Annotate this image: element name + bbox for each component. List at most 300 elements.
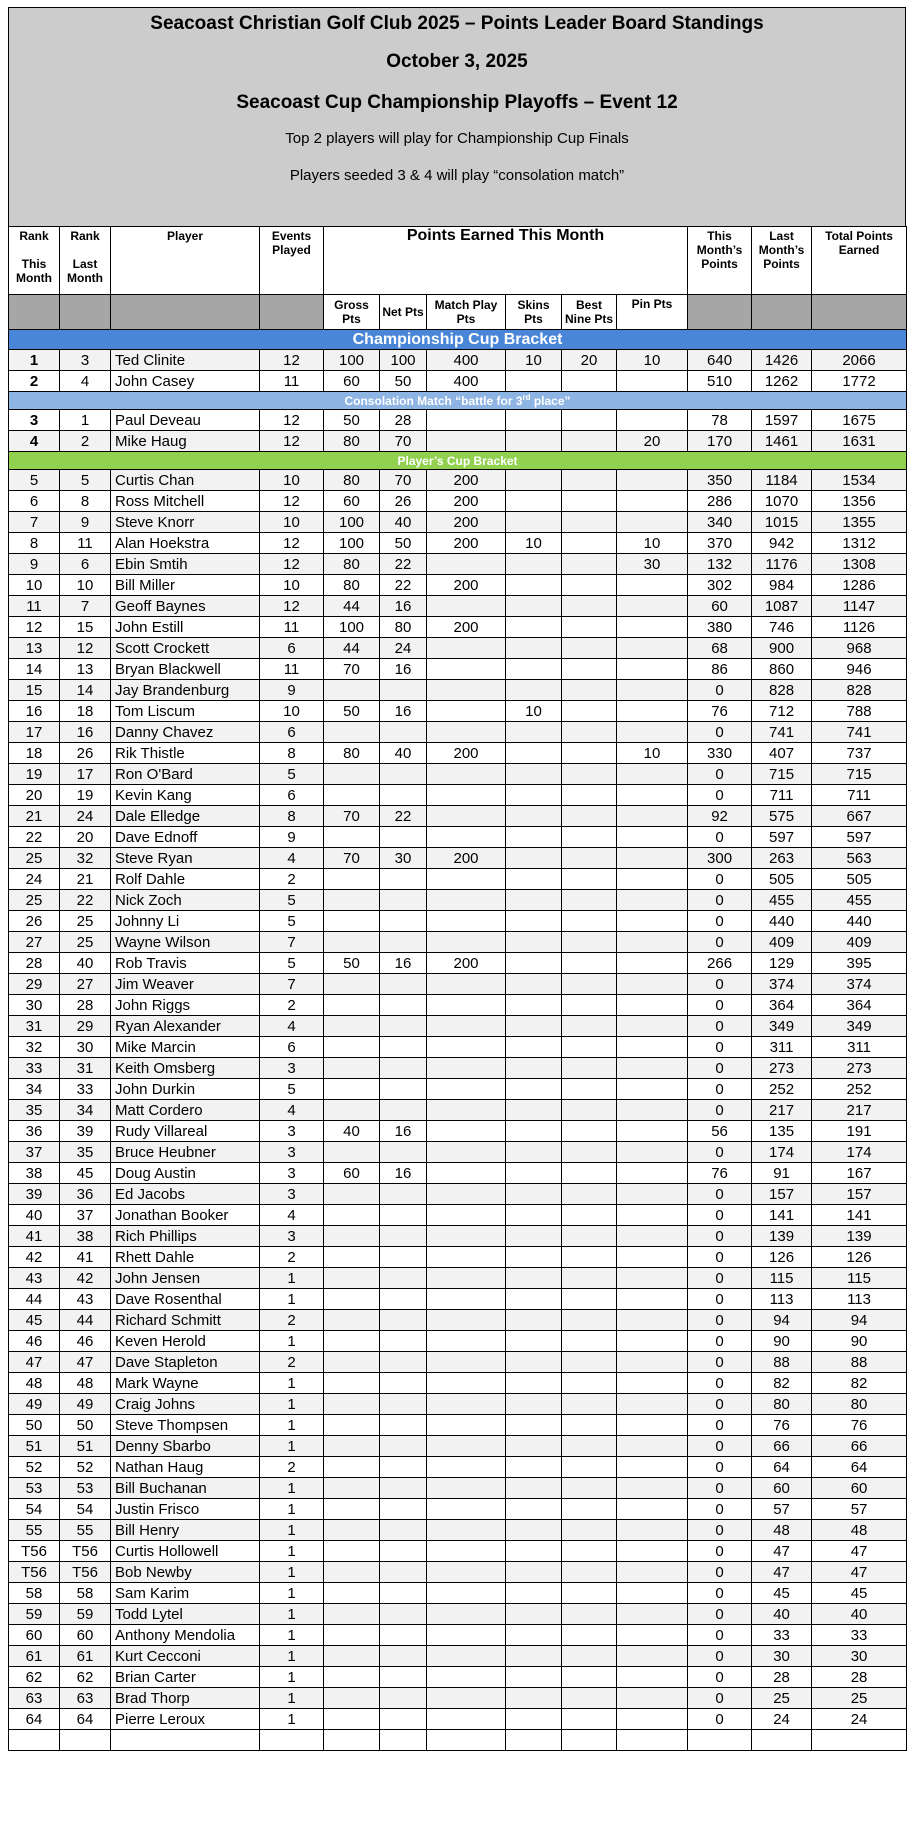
best9-pts: [562, 1625, 617, 1646]
match-pts: [427, 1121, 506, 1142]
net-pts: [380, 1352, 427, 1373]
total-pts: 409: [812, 932, 907, 953]
gross-pts: [324, 1562, 380, 1583]
rank-this: 51: [9, 1436, 60, 1457]
total-pts: 395: [812, 953, 907, 974]
player-name: Denny Sbarbo: [111, 1436, 260, 1457]
best9-pts: [562, 764, 617, 785]
gross-pts: [324, 1436, 380, 1457]
match-pts: [427, 1604, 506, 1625]
last-month-pts: 129: [752, 953, 812, 974]
section-bar-championship: [9, 330, 907, 350]
rank-last: 42: [60, 1268, 111, 1289]
last-month-pts: 60: [752, 1478, 812, 1499]
this-month-pts: 0: [688, 1142, 752, 1163]
rank-last: T56: [60, 1562, 111, 1583]
total-pts: 94: [812, 1310, 907, 1331]
gross-pts: [324, 1520, 380, 1541]
this-month-pts: 0: [688, 1604, 752, 1625]
match-pts: [427, 1184, 506, 1205]
gross-pts: [324, 1100, 380, 1121]
skins-pts: [506, 806, 562, 827]
blank-cell: [617, 1730, 688, 1751]
net-pts: 70: [380, 431, 427, 452]
events-played: 10: [260, 512, 324, 533]
pin-pts: [617, 1625, 688, 1646]
rank-last: 25: [60, 932, 111, 953]
rank-last: 13: [60, 659, 111, 680]
events-played: 7: [260, 974, 324, 995]
last-month-pts: 88: [752, 1352, 812, 1373]
table-row: [9, 1268, 907, 1289]
player-name: Mike Haug: [111, 431, 260, 452]
player-name: Ebin Smtih: [111, 554, 260, 575]
skins-pts: [506, 1562, 562, 1583]
match-pts: [427, 1478, 506, 1499]
sub-blank: [260, 295, 324, 330]
rank-last: 30: [60, 1037, 111, 1058]
events-played: 2: [260, 869, 324, 890]
net-pts: [380, 1646, 427, 1667]
net-pts: [380, 1373, 427, 1394]
rank-last: 19: [60, 785, 111, 806]
player-name: Ryan Alexander: [111, 1016, 260, 1037]
rank-last: 1: [60, 410, 111, 431]
skins-pts: [506, 638, 562, 659]
gross-pts: 60: [324, 491, 380, 512]
last-month-pts: 115: [752, 1268, 812, 1289]
gross-pts: [324, 1079, 380, 1100]
skins-pts: [506, 410, 562, 431]
rank-last: 40: [60, 953, 111, 974]
best9-pts: [562, 974, 617, 995]
events-played: 12: [260, 350, 324, 371]
last-month-pts: 217: [752, 1100, 812, 1121]
net-pts: [380, 1100, 427, 1121]
this-month-pts: 0: [688, 1667, 752, 1688]
player-name: Mark Wayne: [111, 1373, 260, 1394]
pin-pts: [617, 785, 688, 806]
skins-pts: [506, 1016, 562, 1037]
best9-pts: [562, 1583, 617, 1604]
best9-pts: [562, 1499, 617, 1520]
events-played: 3: [260, 1163, 324, 1184]
this-month-pts: 0: [688, 890, 752, 911]
net-pts: [380, 1394, 427, 1415]
player-name: Bob Newby: [111, 1562, 260, 1583]
events-played: 12: [260, 533, 324, 554]
pin-pts: [617, 1184, 688, 1205]
net-pts: 50: [380, 371, 427, 392]
total-pts: 252: [812, 1079, 907, 1100]
table-row: [9, 785, 907, 806]
match-pts: [427, 1289, 506, 1310]
best9-pts: [562, 1079, 617, 1100]
total-pts: 364: [812, 995, 907, 1016]
rank-this: 15: [9, 680, 60, 701]
col-rank-last: Rank Last Month: [60, 227, 111, 295]
table-row: [9, 659, 907, 680]
player-name: John Jensen: [111, 1268, 260, 1289]
skins-pts: [506, 1625, 562, 1646]
total-pts: 1147: [812, 596, 907, 617]
total-pts: 2066: [812, 350, 907, 371]
this-month-pts: 302: [688, 575, 752, 596]
total-pts: 57: [812, 1499, 907, 1520]
player-name: Steve Thompsen: [111, 1415, 260, 1436]
best9-pts: [562, 1415, 617, 1436]
blank-cell: [752, 1730, 812, 1751]
best9-pts: [562, 1163, 617, 1184]
gross-pts: [324, 995, 380, 1016]
table-row: [9, 371, 907, 392]
gross-pts: [324, 1373, 380, 1394]
page-date: October 3, 2025: [386, 51, 528, 72]
this-month-pts: 0: [688, 1646, 752, 1667]
pin-pts: [617, 410, 688, 431]
gross-pts: 60: [324, 1163, 380, 1184]
events-played: 3: [260, 1226, 324, 1247]
rank-last: 37: [60, 1205, 111, 1226]
best9-pts: [562, 638, 617, 659]
match-pts: [427, 890, 506, 911]
gross-pts: 80: [324, 575, 380, 596]
player-name: Scott Crockett: [111, 638, 260, 659]
table-row: [9, 1394, 907, 1415]
total-pts: 167: [812, 1163, 907, 1184]
events-played: 1: [260, 1667, 324, 1688]
this-month-pts: 0: [688, 1520, 752, 1541]
best9-pts: [562, 617, 617, 638]
rank-this: 46: [9, 1331, 60, 1352]
last-month-pts: 1176: [752, 554, 812, 575]
rank-this: 27: [9, 932, 60, 953]
last-month-pts: 900: [752, 638, 812, 659]
gross-pts: [324, 869, 380, 890]
pin-pts: [617, 995, 688, 1016]
events-played: 11: [260, 617, 324, 638]
gross-pts: [324, 1709, 380, 1730]
gross-pts: 100: [324, 350, 380, 371]
this-month-pts: 0: [688, 1205, 752, 1226]
skins-pts: [506, 1394, 562, 1415]
this-month-pts: 0: [688, 1688, 752, 1709]
net-pts: [380, 1604, 427, 1625]
table-row: [9, 1457, 907, 1478]
pin-pts: [617, 1436, 688, 1457]
pin-pts: [617, 1709, 688, 1730]
header-row: [9, 227, 907, 295]
match-pts: 200: [427, 743, 506, 764]
gross-pts: [324, 1688, 380, 1709]
match-pts: [427, 785, 506, 806]
pin-pts: [617, 722, 688, 743]
last-month-pts: 47: [752, 1562, 812, 1583]
col-this-month: This Month’s Points: [688, 227, 752, 295]
player-name: Ted Clinite: [111, 350, 260, 371]
pin-pts: [617, 764, 688, 785]
rank-this: 2: [9, 371, 60, 392]
table-row: [9, 1205, 907, 1226]
rank-this: 6: [9, 491, 60, 512]
rank-last: 27: [60, 974, 111, 995]
col-total: Total Points Earned: [812, 227, 907, 295]
last-month-pts: 76: [752, 1415, 812, 1436]
this-month-pts: 286: [688, 491, 752, 512]
events-played: 10: [260, 575, 324, 596]
pin-pts: [617, 1646, 688, 1667]
player-name: Dave Rosenthal: [111, 1289, 260, 1310]
net-pts: 16: [380, 1121, 427, 1142]
net-pts: 16: [380, 701, 427, 722]
last-month-pts: 597: [752, 827, 812, 848]
last-month-pts: 82: [752, 1373, 812, 1394]
this-month-pts: 0: [688, 1373, 752, 1394]
net-pts: [380, 785, 427, 806]
total-pts: 597: [812, 827, 907, 848]
this-month-pts: 0: [688, 1436, 752, 1457]
best9-pts: [562, 1520, 617, 1541]
total-pts: 191: [812, 1121, 907, 1142]
rank-last: 62: [60, 1667, 111, 1688]
col-last-month: Last Month’s Points: [752, 227, 812, 295]
match-pts: [427, 1562, 506, 1583]
total-pts: 47: [812, 1562, 907, 1583]
skins-pts: [506, 953, 562, 974]
net-pts: [380, 1520, 427, 1541]
player-name: Alan Hoekstra: [111, 533, 260, 554]
rank-this: 58: [9, 1583, 60, 1604]
net-pts: [380, 1436, 427, 1457]
table-row: [9, 1163, 907, 1184]
match-pts: [427, 1205, 506, 1226]
best9-pts: [562, 1352, 617, 1373]
col-rank-this: Rank This Month: [9, 227, 60, 295]
col-gross: Gross Pts: [324, 295, 380, 330]
player-name: Bruce Heubner: [111, 1142, 260, 1163]
rank-this: 4: [9, 431, 60, 452]
table-row: [9, 554, 907, 575]
skins-pts: 10: [506, 533, 562, 554]
rank-last: 46: [60, 1331, 111, 1352]
best9-pts: [562, 554, 617, 575]
player-name: Johnny Li: [111, 911, 260, 932]
net-pts: [380, 1037, 427, 1058]
match-pts: [427, 1625, 506, 1646]
this-month-pts: 0: [688, 1394, 752, 1415]
rank-this: 29: [9, 974, 60, 995]
rank-last: 29: [60, 1016, 111, 1037]
last-month-pts: 94: [752, 1310, 812, 1331]
skins-pts: [506, 974, 562, 995]
pin-pts: [617, 1688, 688, 1709]
best9-pts: [562, 1331, 617, 1352]
rank-this: 26: [9, 911, 60, 932]
last-month-pts: 440: [752, 911, 812, 932]
player-name: Kevin Kang: [111, 785, 260, 806]
this-month-pts: 0: [688, 827, 752, 848]
net-pts: 22: [380, 806, 427, 827]
match-pts: [427, 1415, 506, 1436]
blank-cell: [9, 1730, 60, 1751]
col-match: Match Play Pts: [427, 295, 506, 330]
skins-pts: [506, 1520, 562, 1541]
events-played: 5: [260, 890, 324, 911]
player-name: Anthony Mendolia: [111, 1625, 260, 1646]
player-name: Geoff Baynes: [111, 596, 260, 617]
last-month-pts: 30: [752, 1646, 812, 1667]
events-played: 11: [260, 371, 324, 392]
best9-pts: [562, 1394, 617, 1415]
rank-this: 39: [9, 1184, 60, 1205]
best9-pts: [562, 1436, 617, 1457]
rank-this: 21: [9, 806, 60, 827]
rank-last: 9: [60, 512, 111, 533]
total-pts: 788: [812, 701, 907, 722]
skins-pts: [506, 1289, 562, 1310]
net-pts: [380, 1268, 427, 1289]
match-pts: [427, 1016, 506, 1037]
player-name: John Casey: [111, 371, 260, 392]
player-name: John Durkin: [111, 1079, 260, 1100]
rank-last: 44: [60, 1310, 111, 1331]
match-pts: [427, 1457, 506, 1478]
rank-last: 35: [60, 1142, 111, 1163]
rank-last: 58: [60, 1583, 111, 1604]
skins-pts: [506, 1499, 562, 1520]
table-row: [9, 827, 907, 848]
skins-pts: [506, 785, 562, 806]
net-pts: [380, 1226, 427, 1247]
skins-pts: [506, 995, 562, 1016]
match-pts: [427, 1310, 506, 1331]
last-month-pts: 48: [752, 1520, 812, 1541]
skins-pts: [506, 470, 562, 491]
rank-last: 64: [60, 1709, 111, 1730]
total-pts: 737: [812, 743, 907, 764]
events-played: 1: [260, 1373, 324, 1394]
player-name: Kurt Cecconi: [111, 1646, 260, 1667]
net-pts: 16: [380, 1163, 427, 1184]
gross-pts: 44: [324, 638, 380, 659]
this-month-pts: 0: [688, 1247, 752, 1268]
gross-pts: [324, 722, 380, 743]
this-month-pts: 0: [688, 722, 752, 743]
events-played: 8: [260, 806, 324, 827]
skins-pts: [506, 512, 562, 533]
last-month-pts: 712: [752, 701, 812, 722]
table-row: [9, 1625, 907, 1646]
rank-last: 41: [60, 1247, 111, 1268]
total-pts: 711: [812, 785, 907, 806]
pin-pts: [617, 1142, 688, 1163]
pin-pts: 10: [617, 743, 688, 764]
rank-this: 16: [9, 701, 60, 722]
col-skins: Skins Pts: [506, 295, 562, 330]
total-pts: 64: [812, 1457, 907, 1478]
this-month-pts: 0: [688, 1037, 752, 1058]
note-finals: Top 2 players will play for Championship Cup Finals: [285, 130, 629, 147]
last-month-pts: 174: [752, 1142, 812, 1163]
rank-this: 60: [9, 1625, 60, 1646]
gross-pts: 80: [324, 470, 380, 491]
table-row: [9, 617, 907, 638]
player-name: Ron O'Bard: [111, 764, 260, 785]
player-name: Sam Karim: [111, 1583, 260, 1604]
rank-last: 21: [60, 869, 111, 890]
skins-pts: [506, 1226, 562, 1247]
net-pts: [380, 1499, 427, 1520]
rank-last: 61: [60, 1646, 111, 1667]
table-row: [9, 701, 907, 722]
blank-cell: [562, 1730, 617, 1751]
skins-pts: [506, 743, 562, 764]
net-pts: [380, 1058, 427, 1079]
rank-last: 53: [60, 1478, 111, 1499]
match-pts: [427, 1058, 506, 1079]
best9-pts: [562, 1268, 617, 1289]
total-pts: 374: [812, 974, 907, 995]
this-month-pts: 86: [688, 659, 752, 680]
events-played: 10: [260, 701, 324, 722]
best9-pts: [562, 575, 617, 596]
match-pts: [427, 1373, 506, 1394]
this-month-pts: 0: [688, 1310, 752, 1331]
net-pts: 100: [380, 350, 427, 371]
last-month-pts: 741: [752, 722, 812, 743]
rank-this: 5: [9, 470, 60, 491]
rank-this: 47: [9, 1352, 60, 1373]
player-name: Steve Knorr: [111, 512, 260, 533]
net-pts: 16: [380, 953, 427, 974]
player-name: Ross Mitchell: [111, 491, 260, 512]
match-pts: [427, 596, 506, 617]
this-month-pts: 0: [688, 1541, 752, 1562]
best9-pts: [562, 1037, 617, 1058]
pin-pts: 10: [617, 533, 688, 554]
this-month-pts: 92: [688, 806, 752, 827]
net-pts: 24: [380, 638, 427, 659]
rank-this: 1: [9, 350, 60, 371]
match-pts: [427, 1436, 506, 1457]
net-pts: [380, 1205, 427, 1226]
total-pts: 440: [812, 911, 907, 932]
this-month-pts: 266: [688, 953, 752, 974]
rank-last: 11: [60, 533, 111, 554]
match-pts: 400: [427, 350, 506, 371]
player-name: Rik Thistle: [111, 743, 260, 764]
net-pts: [380, 1247, 427, 1268]
rank-this: 34: [9, 1079, 60, 1100]
rank-this: 49: [9, 1394, 60, 1415]
gross-pts: 80: [324, 554, 380, 575]
last-month-pts: 364: [752, 995, 812, 1016]
net-pts: [380, 1184, 427, 1205]
net-pts: [380, 1331, 427, 1352]
rank-this: 55: [9, 1520, 60, 1541]
gross-pts: [324, 1499, 380, 1520]
match-pts: 200: [427, 512, 506, 533]
skins-pts: [506, 827, 562, 848]
this-month-pts: 0: [688, 764, 752, 785]
skins-pts: [506, 1079, 562, 1100]
table-row: [9, 1247, 907, 1268]
events-played: 6: [260, 722, 324, 743]
events-played: 1: [260, 1478, 324, 1499]
player-name: Rich Phillips: [111, 1226, 260, 1247]
skins-pts: [506, 1688, 562, 1709]
events-played: 1: [260, 1289, 324, 1310]
